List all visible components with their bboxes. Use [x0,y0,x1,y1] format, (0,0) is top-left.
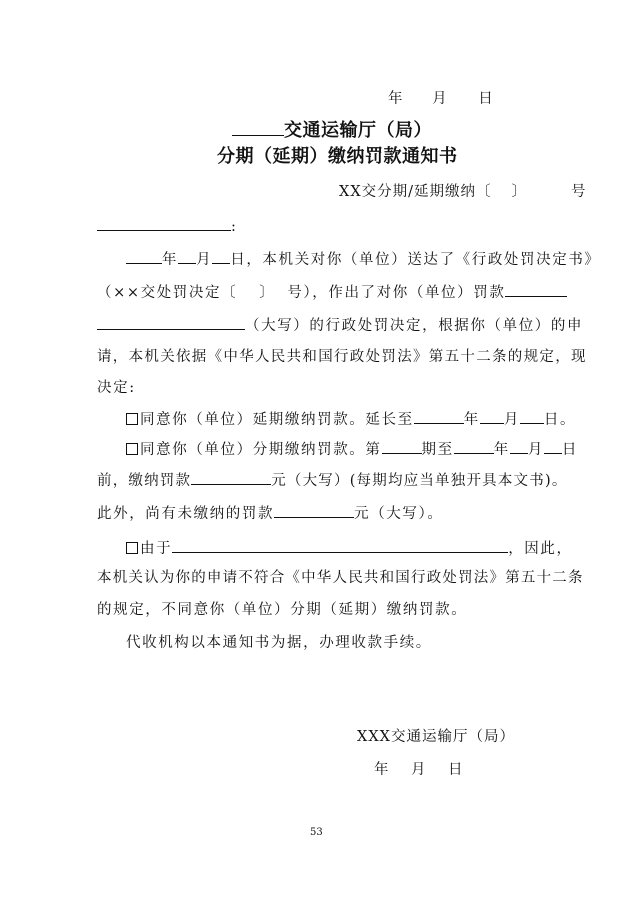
text: 元（大写）。 [354,506,444,522]
option-reject-line1[interactable] [126,538,573,558]
blank [480,409,504,424]
text: 此外，尚有未缴纳的罚款 [97,506,275,522]
agency-blank [232,118,284,136]
text: 日 [561,442,579,458]
doc-number-bracket: 〕 [511,184,528,200]
title-agency-text: 交通运输厅（局） [284,120,432,141]
option-reject-line3: 的规定，不同意你（单位）分期（延期）缴纳罚款。 [97,602,468,618]
year-label: 年 [388,91,405,107]
fine-amount-blank [505,282,567,297]
text: 日，本机关对你（单位）送达了《行政处罚决定书》 [230,252,601,268]
text: 期至 [421,442,454,458]
checkbox-reject[interactable] [126,542,138,554]
text: （××交处罚决定〔 [97,285,238,301]
text: 月 [503,412,520,428]
para1-line2 [97,282,567,302]
blank [382,439,422,454]
blank [212,249,230,264]
blank [414,409,464,424]
checkbox-installment[interactable] [126,443,138,455]
text: ，因此， [508,541,573,557]
para1-line5: 决定: [97,380,136,396]
addressee-blank [97,216,231,231]
month-label: 月 [432,91,449,107]
title-agency [232,118,432,140]
top-date [388,90,494,108]
option-installment-line3 [97,503,443,523]
option-installment-line1[interactable] [126,439,578,459]
page-title: 分期（延期）缴纳罚款通知书 [217,146,458,167]
text: 前，缴纳罚款 [97,473,192,489]
blank [510,439,528,454]
day-label: 日 [478,91,495,107]
text: 年 [463,412,480,428]
text: 同意你（单位）延期缴纳罚款。延长至 [140,412,414,428]
blank [126,249,162,264]
text: 月 [196,252,213,268]
checkbox-extend[interactable] [126,413,138,425]
addressee [97,216,238,236]
doc-number [339,183,587,201]
blank [191,470,271,485]
signature-org: XXX交通运输厅（局） [357,729,515,745]
doc-number-prefix: XX交分期/延期缴纳〔 [339,184,492,200]
option-reject-line2: 本机关认为你的申请不符合《中华人民共和国行政处罚法》第五十二条 [97,570,584,586]
text: 月 [527,442,544,458]
blank [544,439,562,454]
signature-date: 年 月 日 [374,762,467,778]
reason-blank [172,538,508,553]
blank [520,409,544,424]
para1-line3 [97,315,583,335]
collection-note: 代收机构以本通知书为据，办理收款手续。 [126,635,432,651]
page-number: 53 [310,827,323,838]
blank [178,249,196,264]
option-installment-line2 [97,470,568,490]
blank [454,439,494,454]
fine-uppercase-blank [97,315,245,330]
text: 元（大写）(每期均应当单独开具本文书)。 [271,473,568,489]
text: 号），作出了对你（单位）罚款 [287,285,506,301]
doc-number-suffix: 号 [571,184,587,200]
text: 同意你（单位）分期缴纳罚款。第 [140,442,382,458]
text: 年 [162,252,179,268]
option-extend[interactable] [126,409,576,429]
colon: : [231,219,238,235]
text: （大写）的行政处罚决定，根据你（单位）的申 [245,318,584,334]
text: 由于 [140,541,173,557]
text: 日。 [543,412,577,428]
blank [274,503,354,518]
text: 〕 [259,285,276,301]
text: 年 [493,442,510,458]
para1-line1 [126,249,601,269]
para1-line4: 请，本机关依据《中华人民共和国行政处罚法》第五十二条的规定，现 [97,349,587,365]
